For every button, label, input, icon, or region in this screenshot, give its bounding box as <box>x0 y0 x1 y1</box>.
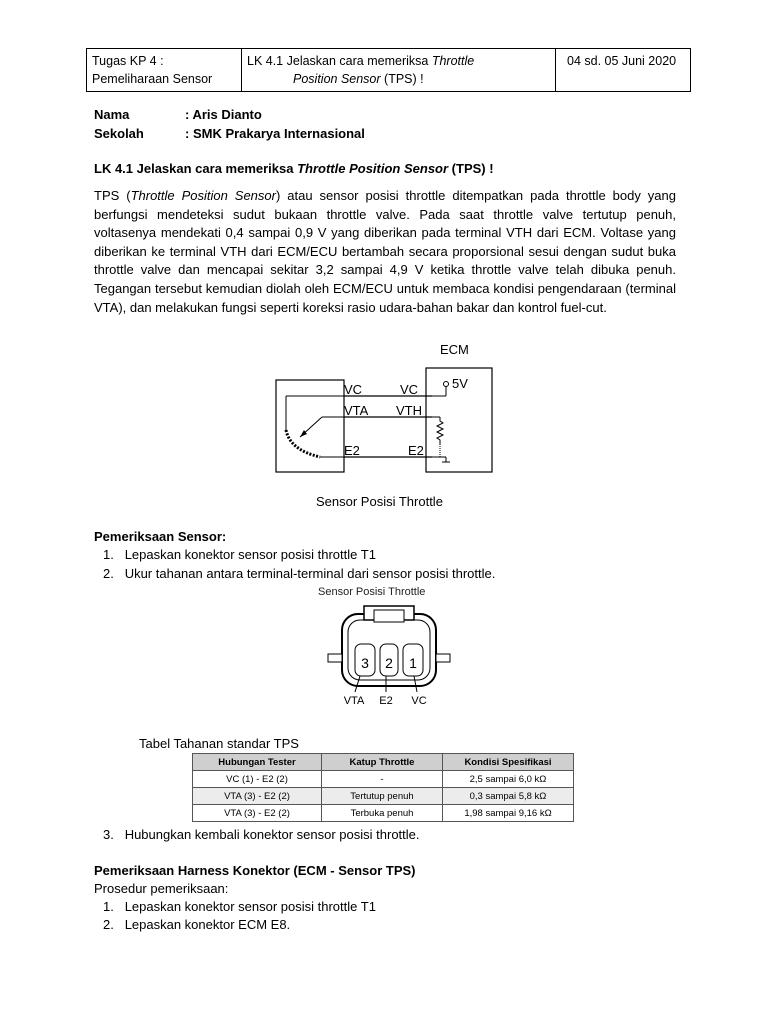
cell-spec: 2,5 sampai 6,0 kΩ <box>443 771 574 788</box>
name-value: : Aris Dianto <box>185 107 262 122</box>
pin-vta-label: VTA <box>343 695 365 707</box>
tps-circuit-diagram <box>260 338 500 498</box>
circuit-e2-left: E2 <box>344 443 360 458</box>
header-date: 04 sd. 05 Juni 2020 <box>567 54 677 68</box>
circuit-vc-left: VC <box>344 382 363 397</box>
para-2: Throttle Position Sensor <box>130 188 276 203</box>
header-cell-date <box>556 49 690 91</box>
col-spec: Kondisi Spesifikasi <box>443 754 574 771</box>
pullup-resistor-icon <box>437 417 443 444</box>
inspection-step-2-text: Ukur tahanan antara terminal-terminal dari sensor posisi throttle. <box>124 566 496 581</box>
inspection-step-2: 2. Ukur tahanan antara terminal-terminal dari sensor posisi throttle. <box>103 566 496 581</box>
connector-tab-left <box>328 654 342 662</box>
inspection-step-3-text: Hubungkan kembali konektor sensor posisi throttle. <box>124 827 420 842</box>
task-a: LK 4.1 Jelaskan cara memeriksa <box>94 161 298 176</box>
harness-subheading: Prosedur pemeriksaan: <box>94 881 229 896</box>
task-b: Throttle Position Sensor <box>297 161 449 176</box>
connector-body <box>342 614 436 686</box>
table-row <box>193 805 574 822</box>
header-cell-title <box>242 49 556 91</box>
header-task-line1: Tugas KP 4 : <box>92 54 164 68</box>
school-value: : SMK Prakarya Internasional <box>185 126 365 141</box>
table-row <box>193 788 574 805</box>
cell-spec: 0,3 sampai 5,8 kΩ <box>443 788 574 805</box>
inspection-heading: Pemeriksaan Sensor: <box>94 529 227 544</box>
para-3: ) atau sensor posisi throttle ditempatkan pada throttle body yang berfungsi mendeteksi sudut bukaan throttle valve. Pada saat throttle valve tertutup penuh, voltasenya mendekati 0,4 sampai 0,9 V yang diberikan pada terminal VTH dari ECM. Voltase yang diberikan ke terminal VTH dari ECM/ECU bertambah secara proporsional sesui dengan sudut buka throttle valve dan mencapai sekitar 3,2 sampai 4,9 V ketika throttle valve telah dibuka penuh. Tegangan tersebut kemudian diolah oleh ECM/ECU untuk membaca kondisi pengendaraan (terminal VTA), dan melakukan fungsi seperti koreksi rasio udara-bahan bakar dan kontrol fuel-cut. <box>94 188 676 315</box>
pin-vc-label: VC <box>411 695 427 707</box>
circuit-vc-right: VC <box>400 382 419 397</box>
connector-diagram <box>322 600 452 710</box>
cell-throttle: - <box>322 771 443 788</box>
circuit-e2-right: E2 <box>408 443 424 458</box>
connector-title: Sensor Posisi Throttle <box>318 586 426 598</box>
task-c: (TPS) ! <box>448 161 494 176</box>
table-row <box>193 771 574 788</box>
cell-spec: 1,98 sampai 9,16 kΩ <box>443 805 574 822</box>
task-heading <box>94 159 494 178</box>
connector-inner <box>348 620 430 680</box>
circuit-ecm-label: ECM <box>440 342 469 357</box>
header-title-b: Throttle <box>431 54 475 68</box>
col-tester: Hubungan Tester <box>193 754 322 771</box>
pin-e2-label: E2 <box>379 695 393 707</box>
connector-tab-right <box>436 654 450 662</box>
circuit-caption: Sensor Posisi Throttle <box>316 494 443 509</box>
cell-tester: VTA (3) - E2 (2) <box>193 805 322 822</box>
connector-latch-inner <box>374 610 404 622</box>
harness-heading: Pemeriksaan Harness Konektor (ECM - Sensor TPS) <box>94 863 416 878</box>
pin-1-label: 1 <box>409 655 417 671</box>
cell-throttle: Terbuka penuh <box>322 805 443 822</box>
pin-2-label: 2 <box>385 655 393 671</box>
school-label: Sekolah <box>94 126 144 141</box>
cell-tester: VC (1) - E2 (2) <box>193 771 322 788</box>
harness-step-1-text: Lepaskan konektor sensor posisi throttle T1 <box>124 899 376 914</box>
harness-step-1: 1. Lepaskan konektor sensor posisi throttle T1 <box>103 899 376 914</box>
circuit-5v: 5V <box>452 376 468 391</box>
name-label: Nama <box>94 107 130 122</box>
header-title-d: (TPS) ! <box>380 72 424 86</box>
header-task-line2: Pemeliharaan Sensor <box>92 72 213 86</box>
resistance-table <box>192 753 574 822</box>
inspection-step-1: 1. Lepaskan konektor sensor posisi throttle T1 <box>103 547 376 562</box>
header-title-c: Position Sensor <box>293 72 381 86</box>
circuit-vth: VTH <box>396 403 422 418</box>
header-table <box>86 48 691 92</box>
table-header-row <box>193 754 574 771</box>
para-1: TPS ( <box>94 188 131 203</box>
inspection-step-3: 3. Hubungkan kembali konektor sensor posisi throttle. <box>103 827 420 842</box>
table-caption: Tabel Tahanan standar TPS <box>139 736 299 751</box>
inspection-step-1-text: Lepaskan konektor sensor posisi throttle T1 <box>124 547 376 562</box>
harness-step-2-text: Lepaskan konektor ECM E8. <box>124 917 291 932</box>
header-cell-task <box>87 49 242 91</box>
harness-step-2: 2. Lepaskan konektor ECM E8. <box>103 917 291 932</box>
cell-tester: VTA (3) - E2 (2) <box>193 788 322 805</box>
tps-description <box>94 187 676 317</box>
cell-throttle: Tertutup penuh <box>322 788 443 805</box>
vcc-terminal-icon <box>444 382 449 387</box>
col-throttle: Katup Throttle <box>322 754 443 771</box>
circuit-vta: VTA <box>344 403 369 418</box>
header-title-a: LK 4.1 Jelaskan cara memeriksa <box>247 54 432 68</box>
pin-3-label: 3 <box>361 655 369 671</box>
